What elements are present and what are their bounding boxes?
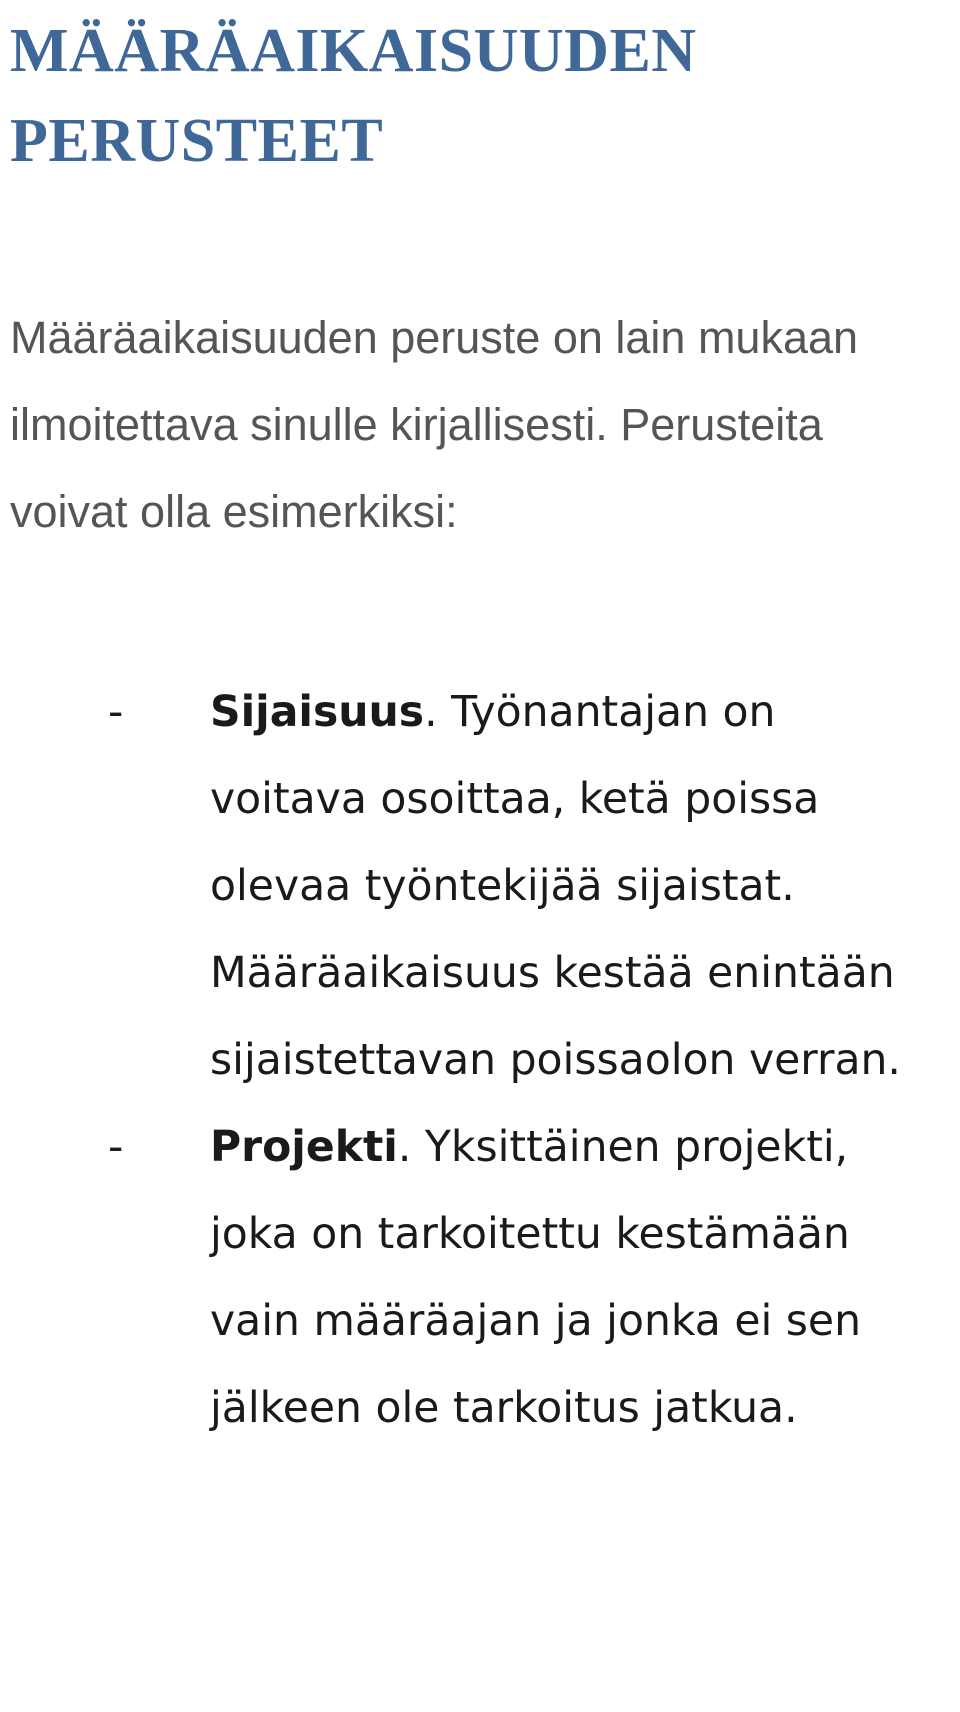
list-item (10, 669, 930, 1104)
grounds-list (10, 669, 960, 1452)
list-item-term: Sijaisuus (210, 688, 425, 737)
bullet-dash: - (108, 1123, 124, 1172)
list-item-text: . Yksittäinen projekti, joka on tarkoitettu kestämään vain määräajan ja jonka ei sen jälkeen ole tarkoitus jatkua. (210, 1123, 862, 1433)
page-heading: MÄÄRÄAIKAISUUDEN PERUSTEET (10, 17, 697, 175)
list-item-text: . Työnantajan on voitava osoittaa, ketä poissa olevaa työntekijää sijaistat. Määräaikaisuus kestää enintään sijaistettavan poissaolon verran. (210, 688, 901, 1085)
bullet-dash: - (108, 688, 124, 737)
intro-paragraph: Määräaikaisuuden peruste on lain mukaan ilmoitettava sinulle kirjallisesti. Perusteita voivat olla esimerkiksi: (10, 312, 859, 537)
list-item (10, 1104, 930, 1452)
list-item-term: Projekti (210, 1123, 398, 1172)
